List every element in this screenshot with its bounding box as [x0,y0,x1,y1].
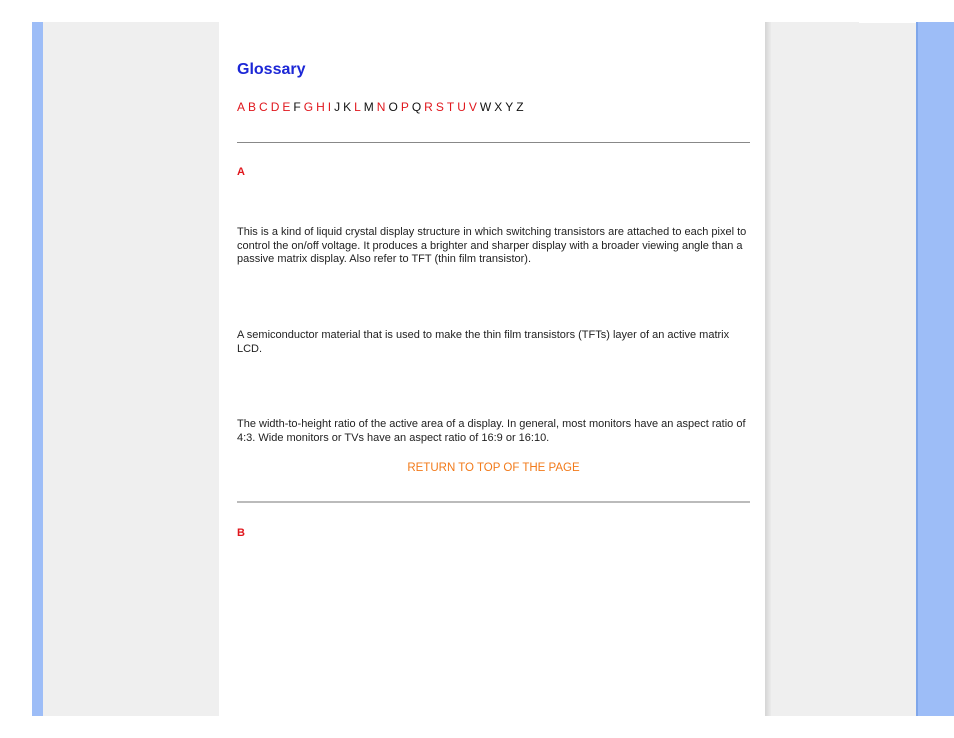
alphabet-letter-z: Z [516,100,524,114]
alphabet-letter-x: X [494,100,503,114]
alphabet-letter-w: W [479,100,492,114]
alphabet-letter-v[interactable]: V [468,100,477,114]
alphabet-letter-c[interactable]: C [259,100,268,114]
alphabet-letter-y: Y [505,100,514,114]
definition-active-matrix: This is a kind of liquid crystal display structure in which switching transistors are attached to each pixel to control the on/off voltage. It produces a brighter and sharper display with a broader viewing angle than a passive matrix display. Also refer to TFT (thin film transistor). [237,226,747,265]
alphabet-letter-k: K [343,100,352,114]
alphabet-letter-o: O [388,100,398,114]
right-blue-border [918,22,954,716]
left-blue-border [32,22,43,716]
main-content-area [219,22,765,716]
alphabet-letter-h[interactable]: H [316,100,325,114]
divider-bottom [237,501,750,503]
definition-aspect-ratio: The width-to-height ratio of the active area of a display. In general, most monitors have an aspect ratio of 4:3. Wide monitors or TVs have an aspect ratio of 16:9 or 16:10. [237,418,746,444]
page-title: Glossary [237,61,306,78]
alphabet-letter-i[interactable]: I [327,100,332,114]
alphabet-letter-b[interactable]: B [248,100,257,114]
left-sidebar [43,22,219,716]
alphabet-letter-j: J [334,100,341,114]
section-heading-a: A [237,166,245,178]
alphabet-letter-n[interactable]: N [376,100,386,114]
alphabet-letter-l[interactable]: L [354,100,361,114]
definition-amorphous-silicon: A semiconductor material that is used to make the thin film transistors (TFTs) layer of an active matrix LCD. [237,329,730,355]
alphabet-letter-u[interactable]: U [457,100,466,114]
right-sidebar [771,22,916,716]
alphabet-letter-a[interactable]: A [237,100,246,114]
alphabet-index [237,100,527,114]
divider-top [237,142,750,143]
alphabet-letter-d[interactable]: D [270,100,280,114]
alphabet-letter-g[interactable]: G [303,100,314,114]
alphabet-letter-q: Q [411,100,422,114]
alphabet-letter-e[interactable]: E [282,100,291,114]
section-heading-b: B [237,527,245,539]
alphabet-letter-m: M [363,100,374,114]
right-top-mark [859,22,916,23]
alphabet-letter-p[interactable]: P [400,100,409,114]
alphabet-letter-s[interactable]: S [435,100,444,114]
return-to-top-link[interactable]: RETURN TO TOP OF THE PAGE [407,462,580,474]
alphabet-letter-f: F [293,100,301,114]
alphabet-letter-t[interactable]: T [446,100,455,114]
alphabet-letter-r[interactable]: R [424,100,433,114]
